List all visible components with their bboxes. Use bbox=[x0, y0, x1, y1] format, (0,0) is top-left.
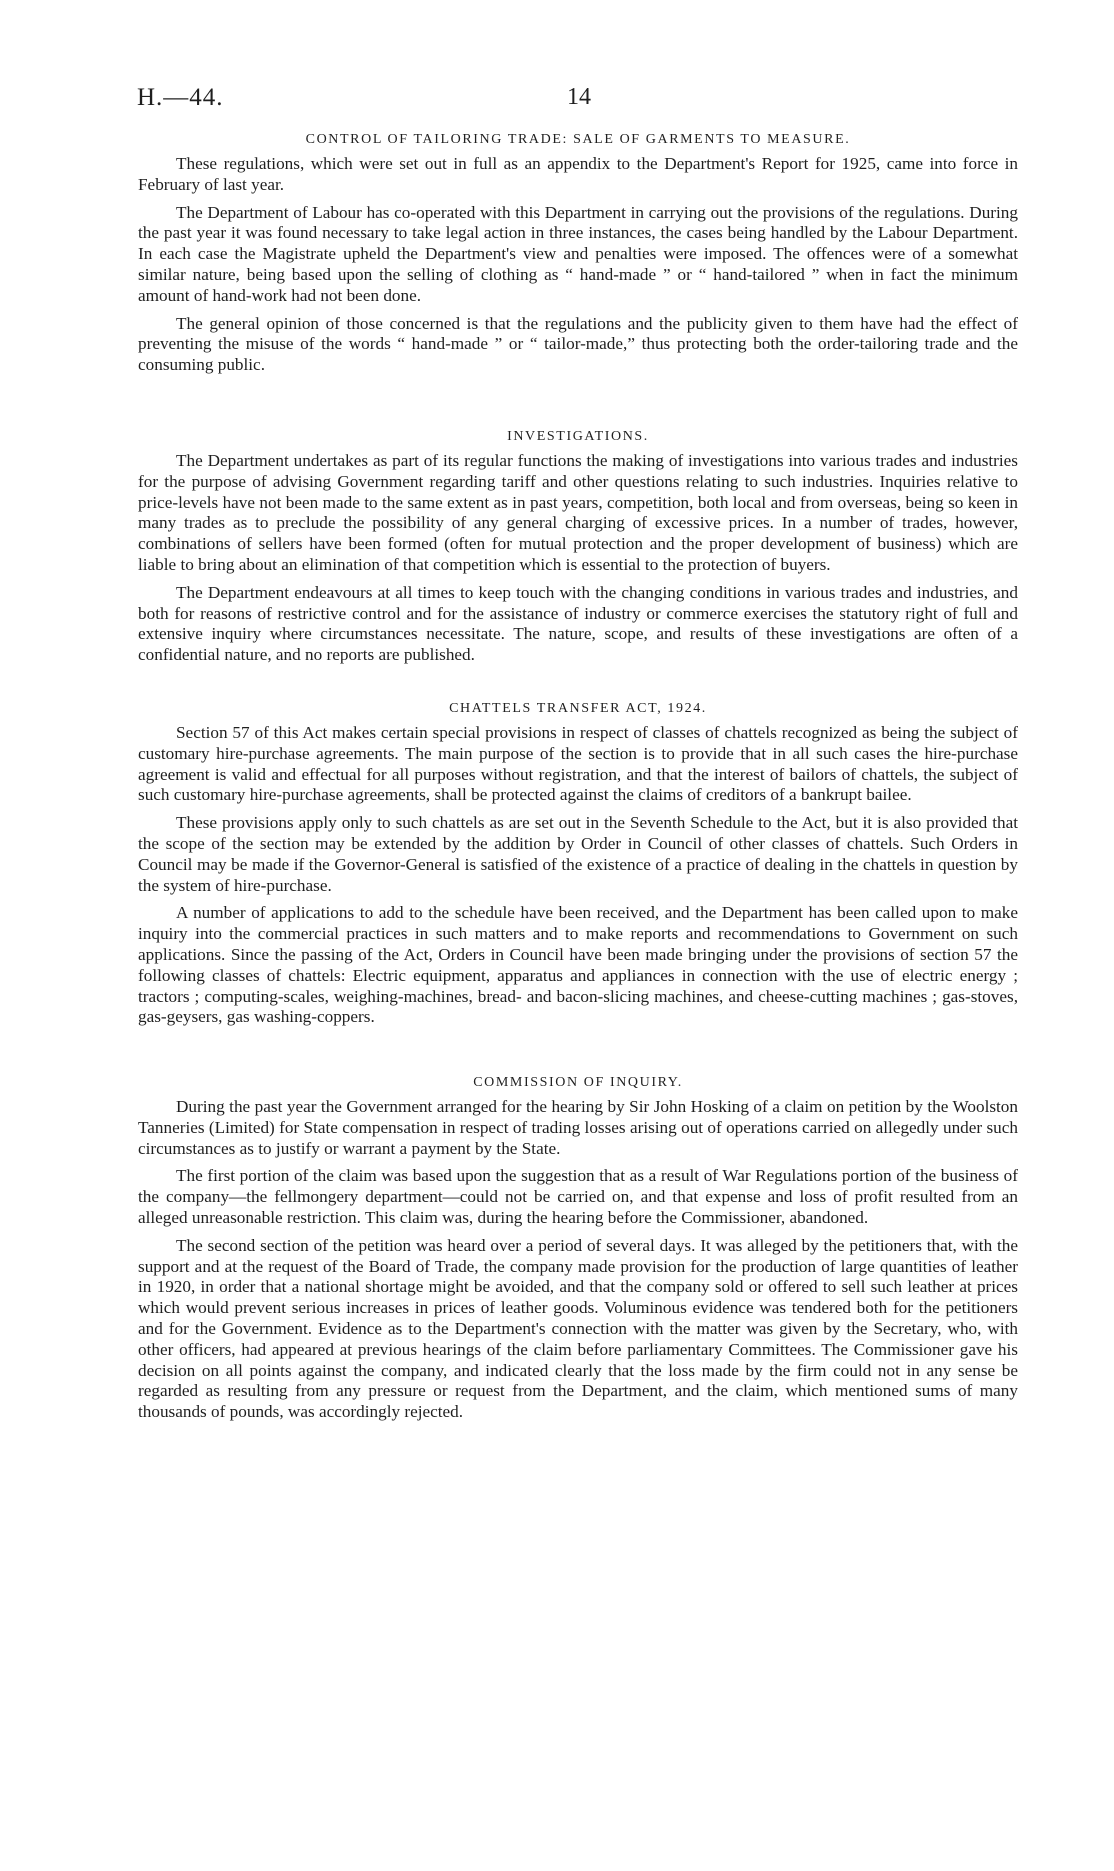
paragraph: The general opinion of those concerned is that the regulations and the publicity given to them have had the effect of preventing the misuse of the words “ hand-made ” or “ tailor-made,” thus protecting both the order-tailoring trade and the consuming public. bbox=[138, 313, 1018, 375]
paragraph: The second section of the petition was heard over a period of several days. It was alleged by the petitioners that, with the support and at the request of the Board of Trade, the company made provision for the production of large quantities of leather in 1920, in order that a national shortage might be avoided, and that the company sold or offered to sell such leather at prices which would prevent serious increases in prices of leather goods. Voluminous evidence was tendered both for the petitioners and for the Government. Evidence as to the Department's connection with the matter was given by the Secretary, who, with other officers, had appeared at previous hearings of the claim before parliamentary Committees. The Commissioner gave his decision on all points against the company, and indicated clearly that the loss made by the firm could not in any sense be regarded as resulting from any pressure or request from the Department, and the claim, which mentioned sums of many thousands of pounds, was accordingly rejected. bbox=[138, 1235, 1018, 1422]
section-investigations bbox=[138, 427, 1018, 666]
paragraph: The Department of Labour has co-operated with this Department in carrying out the provisions of the regulations. During the past year it was found necessary to take legal action in three instances, the cases being handled by the Labour Department. In each case the Magistrate upheld the Department's view and penalties were imposed. The offences were of a somewhat similar nature, being based upon the selling of clothing as “ hand-made ” or “ hand-tailored ” when in fact the minimum amount of hand-work had not been done. bbox=[138, 202, 1018, 305]
section-tailoring-trade bbox=[138, 130, 1018, 376]
page-content bbox=[138, 130, 1018, 1430]
paragraph: During the past year the Government arranged for the hearing by Sir John Hosking of a claim on petition by the Woolston Tanneries (Limited) for State compensation in respect of trading losses arising out of operations carried on allegedly under such circumstances as to justify or warrant a payment by the State. bbox=[138, 1097, 1018, 1158]
section-heading: CONTROL OF TAILORING TRADE: SALE OF GARMENTS TO MEASURE. bbox=[305, 132, 851, 147]
paragraph: A number of applications to add to the schedule have been received, and the Department has been called upon to make inquiry into the commercial practices in such matters and to make reports and recommendations to Government on such applications. Since the passing of the Act, Orders in Council have been made bringing under the provisions of section 57 the following classes of chattels: Electric equipment, apparatus and appliances in connection with the use of electric energy ; tractors ; computing-scales, weighing-machines, bread- and bacon-slicing machines, and cheese-cutting machines ; gas-stoves, gas-geysers, gas washing-coppers. bbox=[138, 903, 1018, 1027]
paragraph: These provisions apply only to such chattels as are set out in the Seventh Schedule to the Act, but it is also provided that the scope of the section may be extended by the addition by Order in Council of other classes of chattels. Such Orders in Council may be made if the Governor-General is satisfied of the existence of a practice of dealing in the chattels in question by the system of hire-purchase. bbox=[138, 813, 1018, 895]
page-number: 14 bbox=[567, 84, 591, 110]
section-spacer bbox=[138, 673, 1018, 699]
section-spacer bbox=[138, 383, 1018, 427]
section-commission-of-inquiry bbox=[138, 1073, 1018, 1423]
paragraph: These regulations, which were set out in full as an appendix to the Department's Report for 1925, came into force in February of last year. bbox=[138, 154, 1018, 194]
document-reference: H.—44. bbox=[137, 84, 224, 111]
section-spacer bbox=[138, 1035, 1018, 1073]
paragraph: The first portion of the claim was based upon the suggestion that as a result of War Regulations portion of the business of the company—the fellmongery department—could not be carried on, and that expense and loss of profit resulted from an alleged unreasonable restriction. This claim was, during the hearing before the Commissioner, abandoned. bbox=[138, 1166, 1018, 1228]
paragraph: The Department undertakes as part of its regular functions the making of investigations into various trades and industries for the purpose of advising Government regarding tariff and other questions relating to such industries. Inquiries relative to price-levels have not been made to the same extent as in past years, competition, both local and from overseas, being so keen in many trades as to preclude the possibility of any general charging of excessive prices. In a number of trades, however, combinations of sellers have been formed (often for mutual protection and the proper development of business) which are liable to bring about an elimination of that competition which is essential to the protection of buyers. bbox=[138, 450, 1018, 574]
section-heading: COMMISSION OF INQUIRY. bbox=[473, 1075, 683, 1091]
section-heading: CHATTELS TRANSFER ACT, 1924. bbox=[449, 700, 707, 716]
section-heading: INVESTIGATIONS. bbox=[507, 428, 649, 444]
paragraph: Section 57 of this Act makes certain special provisions in respect of classes of chattels recognized as being the subject of customary hire-purchase agreements. The main purpose of the section is to provide that in all such cases the hire-purchase agreement is valid and effectual for all purposes without registration, and that the interest of bailors of chattels, the subject of such customary hire-purchase agreements, shall be protected against the claims of creditors of a bankrupt bailee. bbox=[138, 722, 1018, 805]
section-chattels-transfer-act bbox=[138, 699, 1018, 1028]
paragraph: The Department endeavours at all times to keep touch with the changing conditions in various trades and industries, and both for reasons of restrictive control and for the assistance of industry or commerce exercises the statutory right of full and extensive inquiry where circumstances necessitate. The nature, scope, and results of these investigations are often of a confidential nature, and no reports are published. bbox=[138, 582, 1018, 665]
